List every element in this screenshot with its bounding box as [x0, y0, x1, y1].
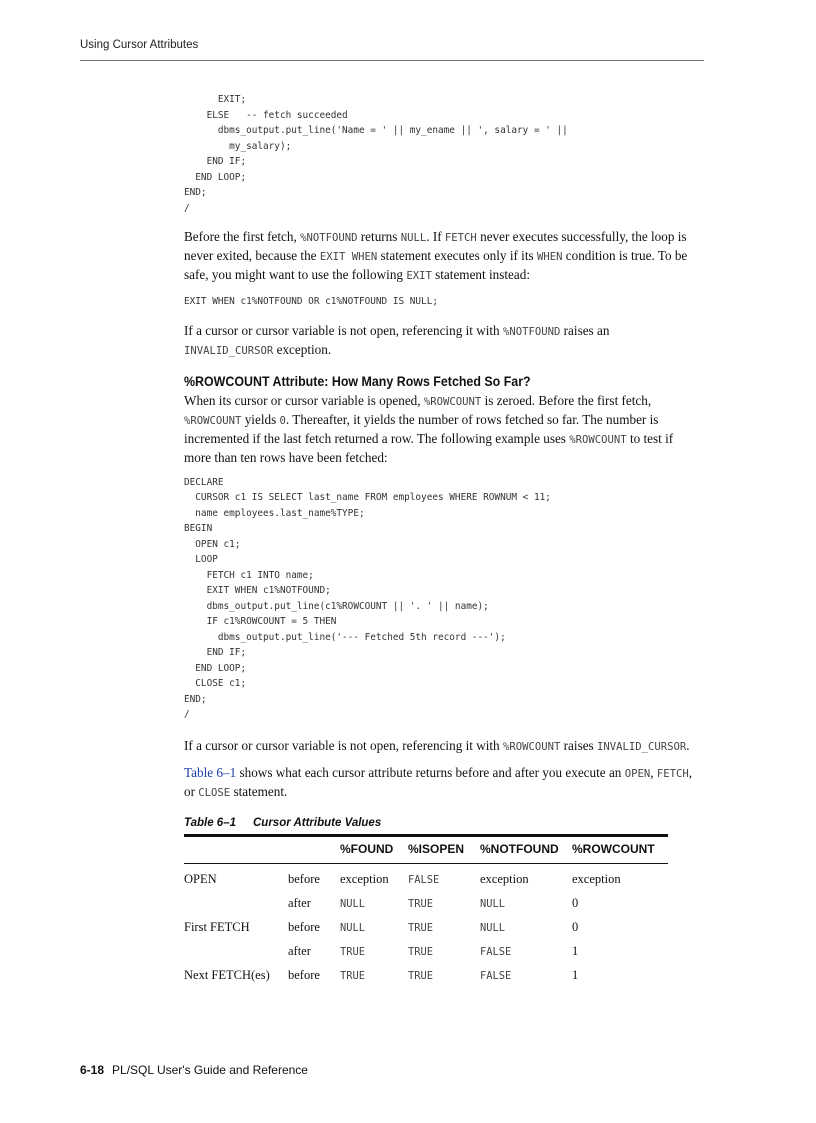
table-cell-isopen: TRUE [408, 969, 434, 982]
code-exit-when: EXIT WHEN [319, 251, 378, 263]
page-footer [80, 1063, 308, 1077]
table-cell-found: exception [340, 872, 389, 886]
table-caption [184, 817, 696, 829]
code-zero: 0 [279, 414, 286, 427]
code-exit: EXIT [406, 270, 432, 282]
table-cell-timing: after [288, 896, 311, 910]
table-cell-isopen: TRUE [408, 897, 434, 910]
table-6-1-link[interactable]: Table 6–1 [184, 764, 237, 780]
table-row [184, 863, 668, 892]
table-caption-number: Table 6–1 [184, 816, 236, 829]
table-cell-rowcount: 1 [572, 944, 579, 958]
table-header-isopen: %ISOPEN [408, 835, 480, 863]
table-cell-isopen: FALSE [408, 873, 440, 886]
table-cell-operation [184, 940, 288, 964]
code-notfound: %NOTFOUND [300, 232, 358, 244]
table-header-found: %FOUND [340, 835, 408, 863]
code-rowcount: %ROWCOUNT [569, 433, 627, 446]
code-rowcount: %ROWCOUNT [423, 395, 482, 408]
table-cell-rowcount: exception [572, 872, 621, 886]
table-cell-operation [184, 892, 288, 916]
table-cell-found: NULL [340, 921, 366, 934]
code-when: WHEN [536, 251, 563, 263]
code-rowcount: %ROWCOUNT [502, 740, 561, 753]
paragraph-rowcount-invalid-cursor: If a cursor or cursor variable is not open, referencing it with %ROWCOUNT raises INVALID_CURSOR. [184, 737, 690, 753]
table-cell-operation: First FETCH [184, 920, 250, 934]
table-cell-found: NULL [340, 897, 366, 910]
table-cell-notfound: NULL [480, 897, 506, 910]
table-row [184, 916, 668, 940]
table-row [184, 892, 668, 916]
code-open: OPEN [624, 767, 651, 780]
code-fetch: FETCH [656, 767, 689, 780]
table-caption-title: Cursor Attribute Values [253, 816, 382, 829]
table-row [184, 964, 668, 988]
table-cell-found: TRUE [340, 945, 366, 958]
code-example-rowcount: DECLARE CURSOR c1 IS SELECT last_name FROM employees WHERE ROWNUM < 11; name employees.last_name%TYPE; BEGIN OPEN c1; LOOP FETCH c1 INTO name; EXIT WHEN c1%NOTFOUND; dbms_output.put_line(c1%ROWCOUNT || '. ' || name); IF c1%ROWCOUNT = 5 THEN dbms_output.put_line('--- Fetched 5th record ---'); END IF; END LOOP; CLOSE c1; END; / [184, 476, 551, 720]
table-header-rowcount: %ROWCOUNT [572, 835, 668, 863]
table-cell-rowcount: 0 [572, 896, 579, 910]
code-close: CLOSE [198, 786, 231, 799]
table-cell-timing: before [288, 872, 320, 886]
table-header-cell [288, 835, 340, 863]
table-cell-notfound: FALSE [480, 969, 512, 982]
header-rule [80, 60, 704, 61]
paragraph-notfound-invalid-cursor: If a cursor or cursor variable is not open, referencing it with %NOTFOUND raises an INVALID_CURSOR exception. [184, 322, 610, 357]
table-cell-timing: before [288, 920, 320, 934]
code-fetch: FETCH [444, 232, 477, 244]
code-invalid-cursor: INVALID_CURSOR [596, 740, 687, 753]
table-cell-timing: after [288, 944, 311, 958]
table-cell-rowcount: 1 [572, 968, 579, 982]
code-rowcount: %ROWCOUNT [184, 414, 242, 427]
page-content [184, 90, 696, 988]
table-cell-rowcount: 0 [572, 920, 579, 934]
table-header-cell [184, 835, 288, 863]
table-cell-isopen: TRUE [408, 945, 434, 958]
table-cell-isopen: TRUE [408, 921, 434, 934]
page-number: 6-18 [80, 1063, 105, 1077]
book-title: PL/SQL User's Guide and Reference [112, 1063, 308, 1077]
table-header-notfound: %NOTFOUND [480, 835, 572, 863]
code-null: NULL [400, 232, 427, 244]
table-cell-found: TRUE [340, 969, 366, 982]
paragraph-table-reference: Table 6–1 shows what each cursor attribute returns before and after you execute an OPEN, FETCH, or CLOSE statement. [184, 764, 692, 799]
table-cell-operation: Next FETCH(es) [184, 968, 270, 982]
table-cell-notfound: FALSE [480, 945, 512, 958]
code-example-loop-end: EXIT; ELSE -- fetch succeeded dbms_output.put_line('Name = ' || my_ename || ', salary = ' || my_salary); END IF; END LOOP; END; / [184, 94, 568, 214]
section-heading-rowcount: %ROWCOUNT Attribute: How Many Rows Fetched So Far? [184, 373, 531, 389]
table-cell-operation: OPEN [184, 872, 217, 886]
table-row [184, 940, 668, 964]
code-notfound: %NOTFOUND [502, 325, 561, 338]
code-example-exit-when: EXIT WHEN c1%NOTFOUND OR c1%NOTFOUND IS NULL; [184, 296, 438, 307]
paragraph-rowcount-intro: When its cursor or cursor variable is opened, %ROWCOUNT is zeroed. Before the first fetch, %ROWCOUNT yields 0. Thereafter, it yields the number of rows fetched so far. The number is incremented if the last fetch returned a row. The following example uses %ROWCOUNT to test if more than ten rows have been fetched: [184, 392, 674, 465]
running-header: Using Cursor Attributes [80, 39, 199, 51]
code-invalid-cursor: INVALID_CURSOR [184, 344, 274, 357]
table-cell-notfound: NULL [480, 921, 506, 934]
table-cell-timing: before [288, 968, 320, 982]
table-header-row [184, 835, 668, 863]
table-cell-notfound: exception [480, 872, 529, 886]
paragraph-notfound-before-fetch: Before the first fetch, %NOTFOUND returns NULL. If FETCH never executes successfully, the loop is never exited, because the EXIT WHEN statement executes only if its WHEN condition is true. To be safe, you might want to use the following EXIT statement instead: [184, 229, 688, 282]
cursor-attribute-table [184, 834, 668, 988]
